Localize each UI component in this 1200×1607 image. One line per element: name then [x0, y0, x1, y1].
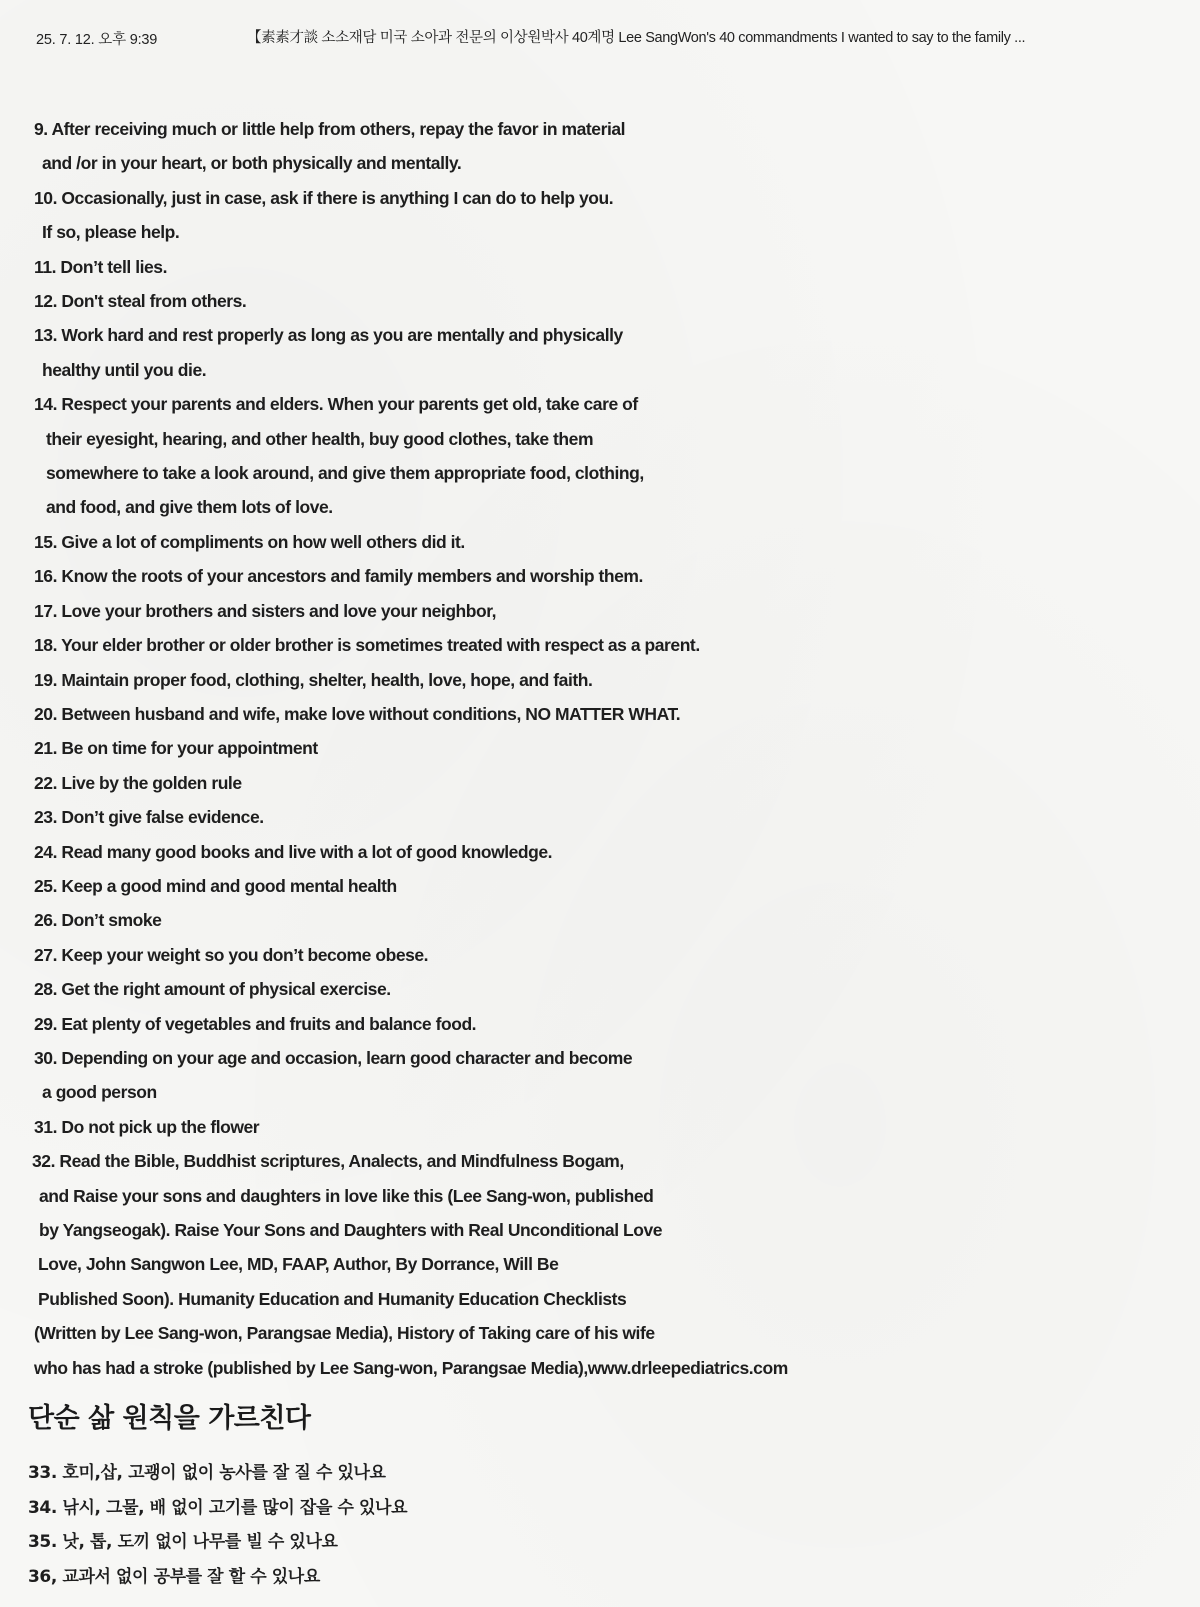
- commandment-35: 35. 낫, 톱, 도끼 없이 나무를 빌 수 있나요: [28, 1532, 338, 1553]
- commandment-12: [34, 284, 934, 318]
- commandment-line: 24. Read many good books and live with a lot of good knowledge.: [34, 841, 553, 862]
- commandment-line: 25. Keep a good mind and good mental health: [34, 875, 397, 896]
- commandment-line: 27. Keep your weight so you don’t become obese.: [34, 944, 429, 965]
- commandment-line: 11. Don’t tell lies.: [34, 256, 167, 277]
- commandment-line: 14. Respect your parents and elders. When your parents get old, take care of: [34, 394, 638, 415]
- commandment-21: [34, 731, 934, 765]
- commandment-line: 31. Do not pick up the flower: [34, 1116, 260, 1137]
- commandment-line: 20. Between husband and wife, make love without conditions, NO MATTER WHAT.: [34, 703, 681, 724]
- commandment-line: a good person: [42, 1082, 157, 1103]
- commandment-line: their eyesight, hearing, and other health, buy good clothes, take them: [46, 428, 594, 449]
- commandment-36: 36, 교과서 없이 공부를 잘 할 수 있나요: [28, 1567, 320, 1588]
- commandment-14: [34, 387, 934, 525]
- commandment-16: [34, 559, 934, 593]
- commandment-line: 30. Depending on your age and occasion, learn good character and become: [34, 1047, 633, 1068]
- commandment-9: [34, 112, 934, 181]
- commandment-13: [34, 318, 934, 387]
- commandment-23: [34, 800, 934, 834]
- commandment-20: [34, 697, 934, 731]
- commandment-line-with-website: who has had a stroke (published by Lee Sang-won, Parangsae Media),www.drleepediatrics.com: [34, 1357, 788, 1378]
- commandment-line: 18. Your elder brother or older brother is sometimes treated with respect as a parent.: [34, 635, 700, 656]
- commandment-34: 34. 낚시, 그물, 배 없이 고기를 많이 잡을 수 있나요: [28, 1497, 408, 1518]
- commandment-line: 29. Eat plenty of vegetables and fruits and balance food.: [34, 1013, 477, 1034]
- commandment-line: 32. Read the Bible, Buddhist scriptures, Analects, and Mindfulness Bogam,: [32, 1151, 624, 1172]
- commandment-27: [34, 938, 934, 972]
- commandment-line: 26. Don’t smoke: [34, 910, 162, 931]
- commandment-18: [34, 628, 934, 662]
- commandment-line: 23. Don’t give false evidence.: [34, 807, 264, 828]
- commandment-line: Love, John Sangwon Lee, MD, FAAP, Author, By Dorrance, Will Be: [38, 1254, 559, 1275]
- commandments-list: [34, 112, 934, 1385]
- commandment-25: [34, 869, 934, 903]
- commandment-line: 28. Get the right amount of physical exercise.: [34, 979, 391, 1000]
- commandment-line: and Raise your sons and daughters in love like this (Lee Sang-won, published: [39, 1185, 654, 1206]
- commandment-line: by Yangseogak). Raise Your Sons and Daughters with Real Unconditional Love: [39, 1220, 663, 1240]
- commandment-22: [34, 766, 934, 800]
- commandment-line: and /or in your heart, or both physically and mentally.: [42, 153, 462, 174]
- commandment-17: [34, 594, 934, 628]
- commandment-26: [34, 903, 934, 937]
- commandment-line: 16. Know the roots of your ancestors and family members and worship them.: [34, 566, 643, 587]
- commandment-line: If so, please help.: [42, 222, 180, 243]
- commandment-19: [34, 663, 934, 697]
- commandment-24: [34, 835, 934, 869]
- commandment-line: 17. Love your brothers and sisters and love your neighbor,: [34, 600, 497, 621]
- commandment-line: 10. Occasionally, just in case, ask if there is anything I can do to help you.: [34, 187, 614, 208]
- commandment-33: 33. 호미,삽, 고괭이 없이 농사를 잘 질 수 있나요: [28, 1463, 386, 1483]
- commandment-10: [34, 181, 934, 250]
- commandment-line: 22. Live by the golden rule: [34, 772, 242, 793]
- commandment-11: [34, 250, 934, 284]
- commandment-line: 9. After receiving much or little help from others, repay the favor in material: [34, 119, 626, 139]
- commandment-15: [34, 525, 934, 559]
- print-header: [36, 26, 1180, 50]
- commandment-30: [34, 1041, 934, 1110]
- commandment-28: [34, 972, 934, 1006]
- commandment-line: 12. Don't steal from others.: [34, 291, 247, 312]
- korean-commandments-list: [28, 1456, 407, 1595]
- commandment-line: somewhere to take a look around, and give them appropriate food, clothing,: [46, 463, 644, 484]
- commandment-line: (Written by Lee Sang-won, Parangsae Media), History of Taking care of his wife: [34, 1323, 655, 1344]
- commandment-line: 15. Give a lot of compliments on how well others did it.: [34, 531, 465, 552]
- commandment-line: 21. Be on time for your appointment: [34, 738, 318, 759]
- commandment-line: healthy until you die.: [42, 359, 207, 380]
- commandment-29: [34, 1007, 934, 1041]
- commandment-line: Published Soon). Humanity Education and Humanity Education Checklists: [38, 1288, 627, 1309]
- commandment-32: [32, 1144, 934, 1385]
- commandment-line: 19. Maintain proper food, clothing, shelter, health, love, hope, and faith.: [34, 669, 593, 690]
- commandment-31: [34, 1110, 934, 1144]
- commandment-line: 13. Work hard and rest properly as long as you are mentally and physically: [34, 325, 623, 346]
- commandment-line: and food, and give them lots of love.: [46, 497, 333, 518]
- print-document-title: 【素素才談 소소재담 미국 소아과 전문의 이상원박사 40계명 Lee SangWon's 40 commandments I wanted to say to the family ...: [247, 30, 1026, 46]
- korean-section-heading: 단순 삶 원칙을 가르친다: [28, 1403, 311, 1434]
- print-timestamp: 25. 7. 12. 오후 9:39: [36, 32, 158, 48]
